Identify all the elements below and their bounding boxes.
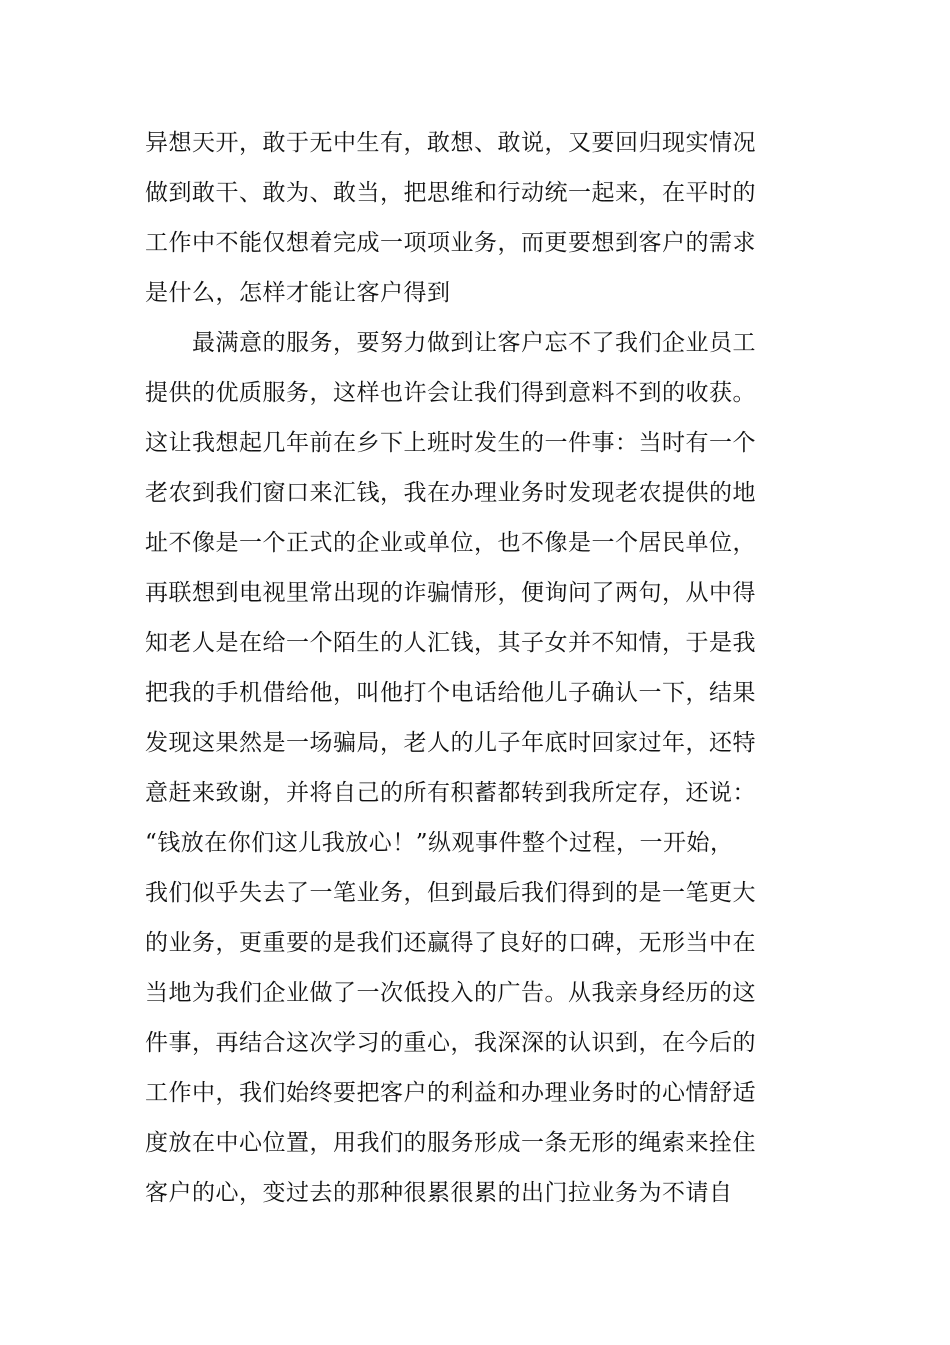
- text-line: 异想天开，敢于无中生有，敢想、敢说，又要回归现实情况: [145, 130, 756, 156]
- text-line: 是什么，怎样才能让客户得到: [145, 280, 451, 306]
- text-line: 发现这果然是一场骗局，老人的儿子年底时回家过年，还特: [145, 730, 756, 756]
- text-line: 提供的优质服务，这样也许会让我们得到意料不到的收获。: [145, 380, 756, 406]
- text-line: 这让我想起几年前在乡下上班时发生的一件事：当时有一个: [145, 430, 756, 456]
- text-line: 最满意的服务，要努力做到让客户忘不了我们企业员工: [145, 330, 756, 356]
- text-line: 址不像是一个正式的企业或单位，也不像是一个居民单位，: [145, 530, 756, 556]
- text-line: 再联想到电视里常出现的诈骗情形，便询问了两句，从中得: [145, 580, 756, 606]
- text-line: 知老人是在给一个陌生的人汇钱，其子女并不知情，于是我: [145, 630, 756, 656]
- text-line: 度放在中心位置，用我们的服务形成一条无形的绳索来拴住: [145, 1130, 756, 1156]
- paragraph-1: [145, 118, 756, 318]
- text-line: 意赶来致谢，并将自己的所有积蓄都转到我所定存，还说：: [145, 780, 756, 806]
- text-line: 工作中不能仅想着完成一项项业务，而更要想到客户的需求: [145, 230, 756, 256]
- text-line: 工作中，我们始终要把客户的利益和办理业务时的心情舒适: [145, 1080, 756, 1106]
- text-line: 把我的手机借给他，叫他打个电话给他儿子确认一下，结果: [145, 680, 756, 706]
- text-line: “钱放在你们这儿我放心！”纵观事件整个过程，一开始，: [145, 830, 734, 856]
- text-line: 客户的心，变过去的那种很累很累的出门拉业务为不请自: [145, 1180, 733, 1206]
- text-line: 我们似乎失去了一笔业务，但到最后我们得到的是一笔更大: [145, 880, 756, 906]
- text-line: 件事，再结合这次学习的重心，我深深的认识到，在今后的: [145, 1030, 756, 1056]
- text-line: 做到敢干、敢为、敢当，把思维和行动统一起来，在平时的: [145, 180, 756, 206]
- text-line: 老农到我们窗口来汇钱，我在办理业务时发现老农提供的地: [145, 480, 756, 506]
- text-line: 当地为我们企业做了一次低投入的广告。从我亲身经历的这: [145, 980, 756, 1006]
- paragraph-2: [145, 318, 756, 1218]
- text-line: 的业务，更重要的是我们还赢得了良好的口碑，无形当中在: [145, 930, 756, 956]
